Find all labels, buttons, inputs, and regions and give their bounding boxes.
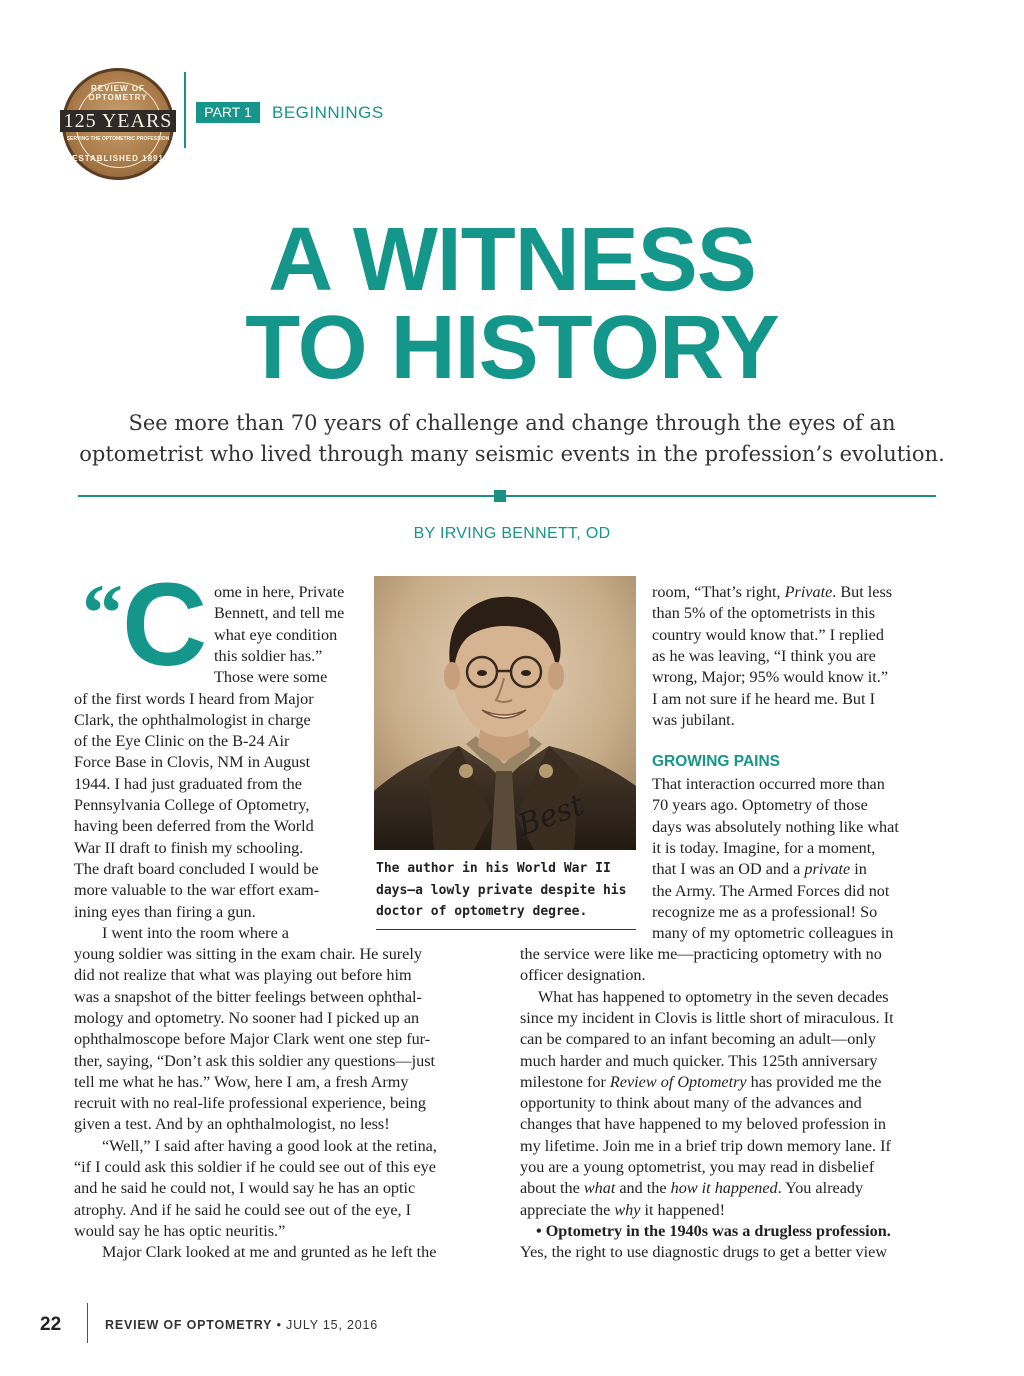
text-line: having been deferred from the World bbox=[74, 817, 314, 836]
footer-date: JULY 15, 2016 bbox=[286, 1318, 378, 1332]
text-line: That interaction occurred more than bbox=[652, 775, 885, 793]
subhead-growing-pains: GROWING PAINS bbox=[652, 753, 781, 770]
italic-text: Review of Optometry bbox=[609, 1072, 747, 1091]
text-line: Those were some bbox=[214, 668, 328, 687]
open-quote-mark: “ bbox=[82, 567, 123, 658]
text-line bbox=[520, 944, 882, 965]
text-span: much harder and much quicker. This 125th anniversary bbox=[520, 1051, 878, 1070]
deck-line-2: optometrist who lived through many seismic events in the profession’s evolution. bbox=[79, 442, 945, 466]
byline: BY IRVING BENNETT, OD bbox=[413, 525, 611, 542]
text-line: 70 years ago. Optometry of those bbox=[652, 796, 868, 815]
text-line bbox=[520, 1178, 863, 1199]
text-line: recognize me as a professional! So bbox=[652, 902, 878, 921]
caption-line: days—a lowly private despite his bbox=[376, 882, 627, 898]
text-line: mology and optometry. No sooner had I picked up an bbox=[74, 1008, 420, 1027]
footer-publication: REVIEW OF OPTOMETRY bbox=[105, 1318, 273, 1332]
text-span: appreciate the bbox=[520, 1200, 615, 1219]
text-line bbox=[520, 1029, 876, 1050]
text-line: I am not sure if he heard me. But I bbox=[652, 689, 875, 708]
text-span: the service were like me—practicing optometry with no bbox=[520, 945, 882, 963]
text-line: I went into the room where a bbox=[102, 923, 289, 942]
text-line: “Well,” I said after having a good look at the retina, bbox=[102, 1136, 437, 1155]
drop-cap: C bbox=[122, 559, 208, 691]
text-span: can be compared to an infant becoming an adult—only bbox=[520, 1030, 877, 1049]
italic-text: what bbox=[583, 1179, 616, 1198]
text-line: “if I could ask this soldier if he could see out of this eye bbox=[74, 1158, 436, 1176]
italic-text: how it happened bbox=[670, 1179, 778, 1198]
text-line: Bennett, and tell me bbox=[214, 604, 345, 623]
text-line: atrophy. And if he said he could see out of the eye, I bbox=[74, 1200, 411, 1219]
text-span: my lifetime. Join me in a brief trip down memory lane. If bbox=[520, 1136, 891, 1155]
text-span: in bbox=[850, 860, 867, 879]
footer-bullet: • bbox=[276, 1318, 282, 1332]
text-line: as he was leaving, “I think you are bbox=[652, 646, 876, 665]
text-line: young soldier was sitting in the exam chair. He surely bbox=[74, 945, 422, 963]
text-line bbox=[520, 1242, 887, 1263]
text-line: was a snapshot of the bitter feelings between ophthal- bbox=[74, 987, 422, 1006]
text-line bbox=[520, 1008, 894, 1029]
text-line: of the Eye Clinic on the B-24 Air bbox=[74, 732, 290, 751]
text-line: was jubilant. bbox=[652, 710, 735, 729]
italic-text: Private bbox=[784, 583, 833, 601]
text-span: changes that have happened to my beloved profession in bbox=[520, 1115, 886, 1134]
text-line bbox=[536, 1221, 891, 1242]
logo-bottom-text: ESTABLISHED 1891 bbox=[72, 154, 164, 163]
text-span: opportunity to think about many of the advances and bbox=[520, 1094, 862, 1113]
text-line: did not realize that what was playing out before him bbox=[74, 966, 412, 985]
anniversary-logo bbox=[62, 68, 174, 180]
text-line: than 5% of the optometrists in this bbox=[652, 604, 876, 623]
part-title: BEGINNINGS bbox=[272, 103, 384, 122]
text-line: would say he has optic neuritis.” bbox=[74, 1221, 286, 1240]
text-line: ining eyes than firing a gun. bbox=[74, 902, 256, 921]
headline-line-1: A WITNESS bbox=[268, 210, 756, 310]
photo-signature: Best bbox=[513, 787, 589, 844]
text-span: and the bbox=[615, 1179, 671, 1198]
page-number: 22 bbox=[40, 1314, 62, 1335]
author-portrait-illustration bbox=[374, 576, 636, 850]
caption-line: The author in his World War II bbox=[376, 861, 611, 876]
text-line: ophthalmoscope before Major Clark went one step fur- bbox=[74, 1030, 431, 1049]
deck-line-1: See more than 70 years of challenge and change through the eyes of an bbox=[128, 411, 896, 435]
text-line: many of my optometric colleagues in bbox=[652, 924, 894, 943]
caption-rule bbox=[376, 929, 636, 930]
text-line: country would know that.” I replied bbox=[652, 625, 884, 644]
text-line: 1944. I had just graduated from the bbox=[74, 774, 302, 793]
text-line: recruit with no real-life professional experience, being bbox=[74, 1094, 426, 1113]
text-span: milestone for bbox=[520, 1072, 610, 1091]
text-line bbox=[520, 1157, 874, 1178]
rule-square-ornament bbox=[494, 490, 506, 502]
text-line: days was absolutely nothing like what bbox=[652, 817, 899, 836]
text-line: War II draft to finish my schooling. bbox=[74, 838, 304, 857]
text-line bbox=[520, 1136, 891, 1157]
footer-divider bbox=[87, 1303, 88, 1343]
logo-middle-text: SERVING THE OPTOMETRIC PROFESSION bbox=[66, 136, 170, 142]
text-line bbox=[538, 987, 889, 1008]
text-span: room, “That’s right, bbox=[652, 583, 785, 601]
text-line: Force Base in Clovis, NM in August bbox=[74, 753, 311, 772]
text-span: . You already bbox=[777, 1179, 864, 1198]
text-span: Yes, the right to use diagnostic drugs to get a better view bbox=[520, 1243, 888, 1262]
text-span: it happened! bbox=[640, 1200, 725, 1219]
deck bbox=[60, 408, 964, 470]
text-line bbox=[520, 965, 646, 986]
text-line: ther, saying, “Don’t ask this soldier any questions—just bbox=[74, 1051, 435, 1070]
text-line: and he said he could not, I would say he has an optic bbox=[74, 1179, 416, 1198]
text-line: more valuable to the war effort exam- bbox=[74, 881, 320, 900]
text-span: that I was an OD and a bbox=[652, 860, 805, 879]
logo-band-text: 125 YEARS bbox=[60, 110, 176, 132]
text-line: the Army. The Armed Forces did not bbox=[652, 881, 890, 900]
footer-folio bbox=[105, 1318, 378, 1332]
text-line: it is today. Imagine, for a moment, bbox=[652, 838, 876, 857]
part-label: PART 1 bbox=[196, 102, 260, 123]
text-line bbox=[520, 1072, 881, 1093]
text-line bbox=[652, 582, 892, 603]
text-line: this soldier has.” bbox=[214, 646, 323, 665]
text-span: since my incident in Clovis is little short of miraculous. It bbox=[520, 1008, 894, 1027]
text-span: What has happened to optometry in the seven decades bbox=[538, 987, 889, 1006]
text-span: has provided me the bbox=[746, 1072, 882, 1091]
text-span: about the bbox=[520, 1179, 584, 1198]
text-line bbox=[520, 1114, 886, 1135]
text-line bbox=[520, 1093, 862, 1114]
author-photo bbox=[374, 576, 636, 850]
italic-text: why bbox=[614, 1200, 641, 1219]
text-line bbox=[652, 859, 867, 880]
logo-top-text: REVIEW OF OPTOMETRY bbox=[88, 84, 148, 102]
text-span: • Optometry in the 1940s was a drugless profession. bbox=[536, 1221, 891, 1240]
text-span: you are a young optometrist, you may read in disbelief bbox=[520, 1158, 875, 1176]
text-span: . But less bbox=[832, 583, 893, 601]
text-line: Clark, the ophthalmologist in charge bbox=[74, 710, 311, 729]
text-line: what eye condition bbox=[214, 625, 338, 644]
text-line: of the first words I heard from Major bbox=[74, 689, 314, 708]
section-rule bbox=[78, 495, 936, 497]
header-divider bbox=[184, 72, 186, 148]
headline-line-2: TO HISTORY bbox=[245, 298, 779, 398]
text-line: tell me what he has.” Wow, here I am, a fresh Army bbox=[74, 1072, 409, 1091]
text-line: The draft board concluded I would be bbox=[74, 859, 319, 878]
caption-line: doctor of optometry degree. bbox=[376, 904, 588, 919]
text-line: Pennsylvania College of Optometry, bbox=[74, 796, 310, 814]
text-line: wrong, Major; 95% would know it.” bbox=[652, 668, 889, 687]
text-span: officer designation. bbox=[520, 966, 646, 985]
text-line: ome in here, Private bbox=[214, 583, 345, 601]
text-line: given a test. And by an ophthalmologist, no less! bbox=[74, 1115, 390, 1134]
text-line bbox=[520, 1200, 725, 1221]
text-line: Major Clark looked at me and grunted as he left the bbox=[102, 1243, 437, 1262]
text-line bbox=[520, 1051, 878, 1072]
italic-text: private bbox=[804, 860, 851, 879]
